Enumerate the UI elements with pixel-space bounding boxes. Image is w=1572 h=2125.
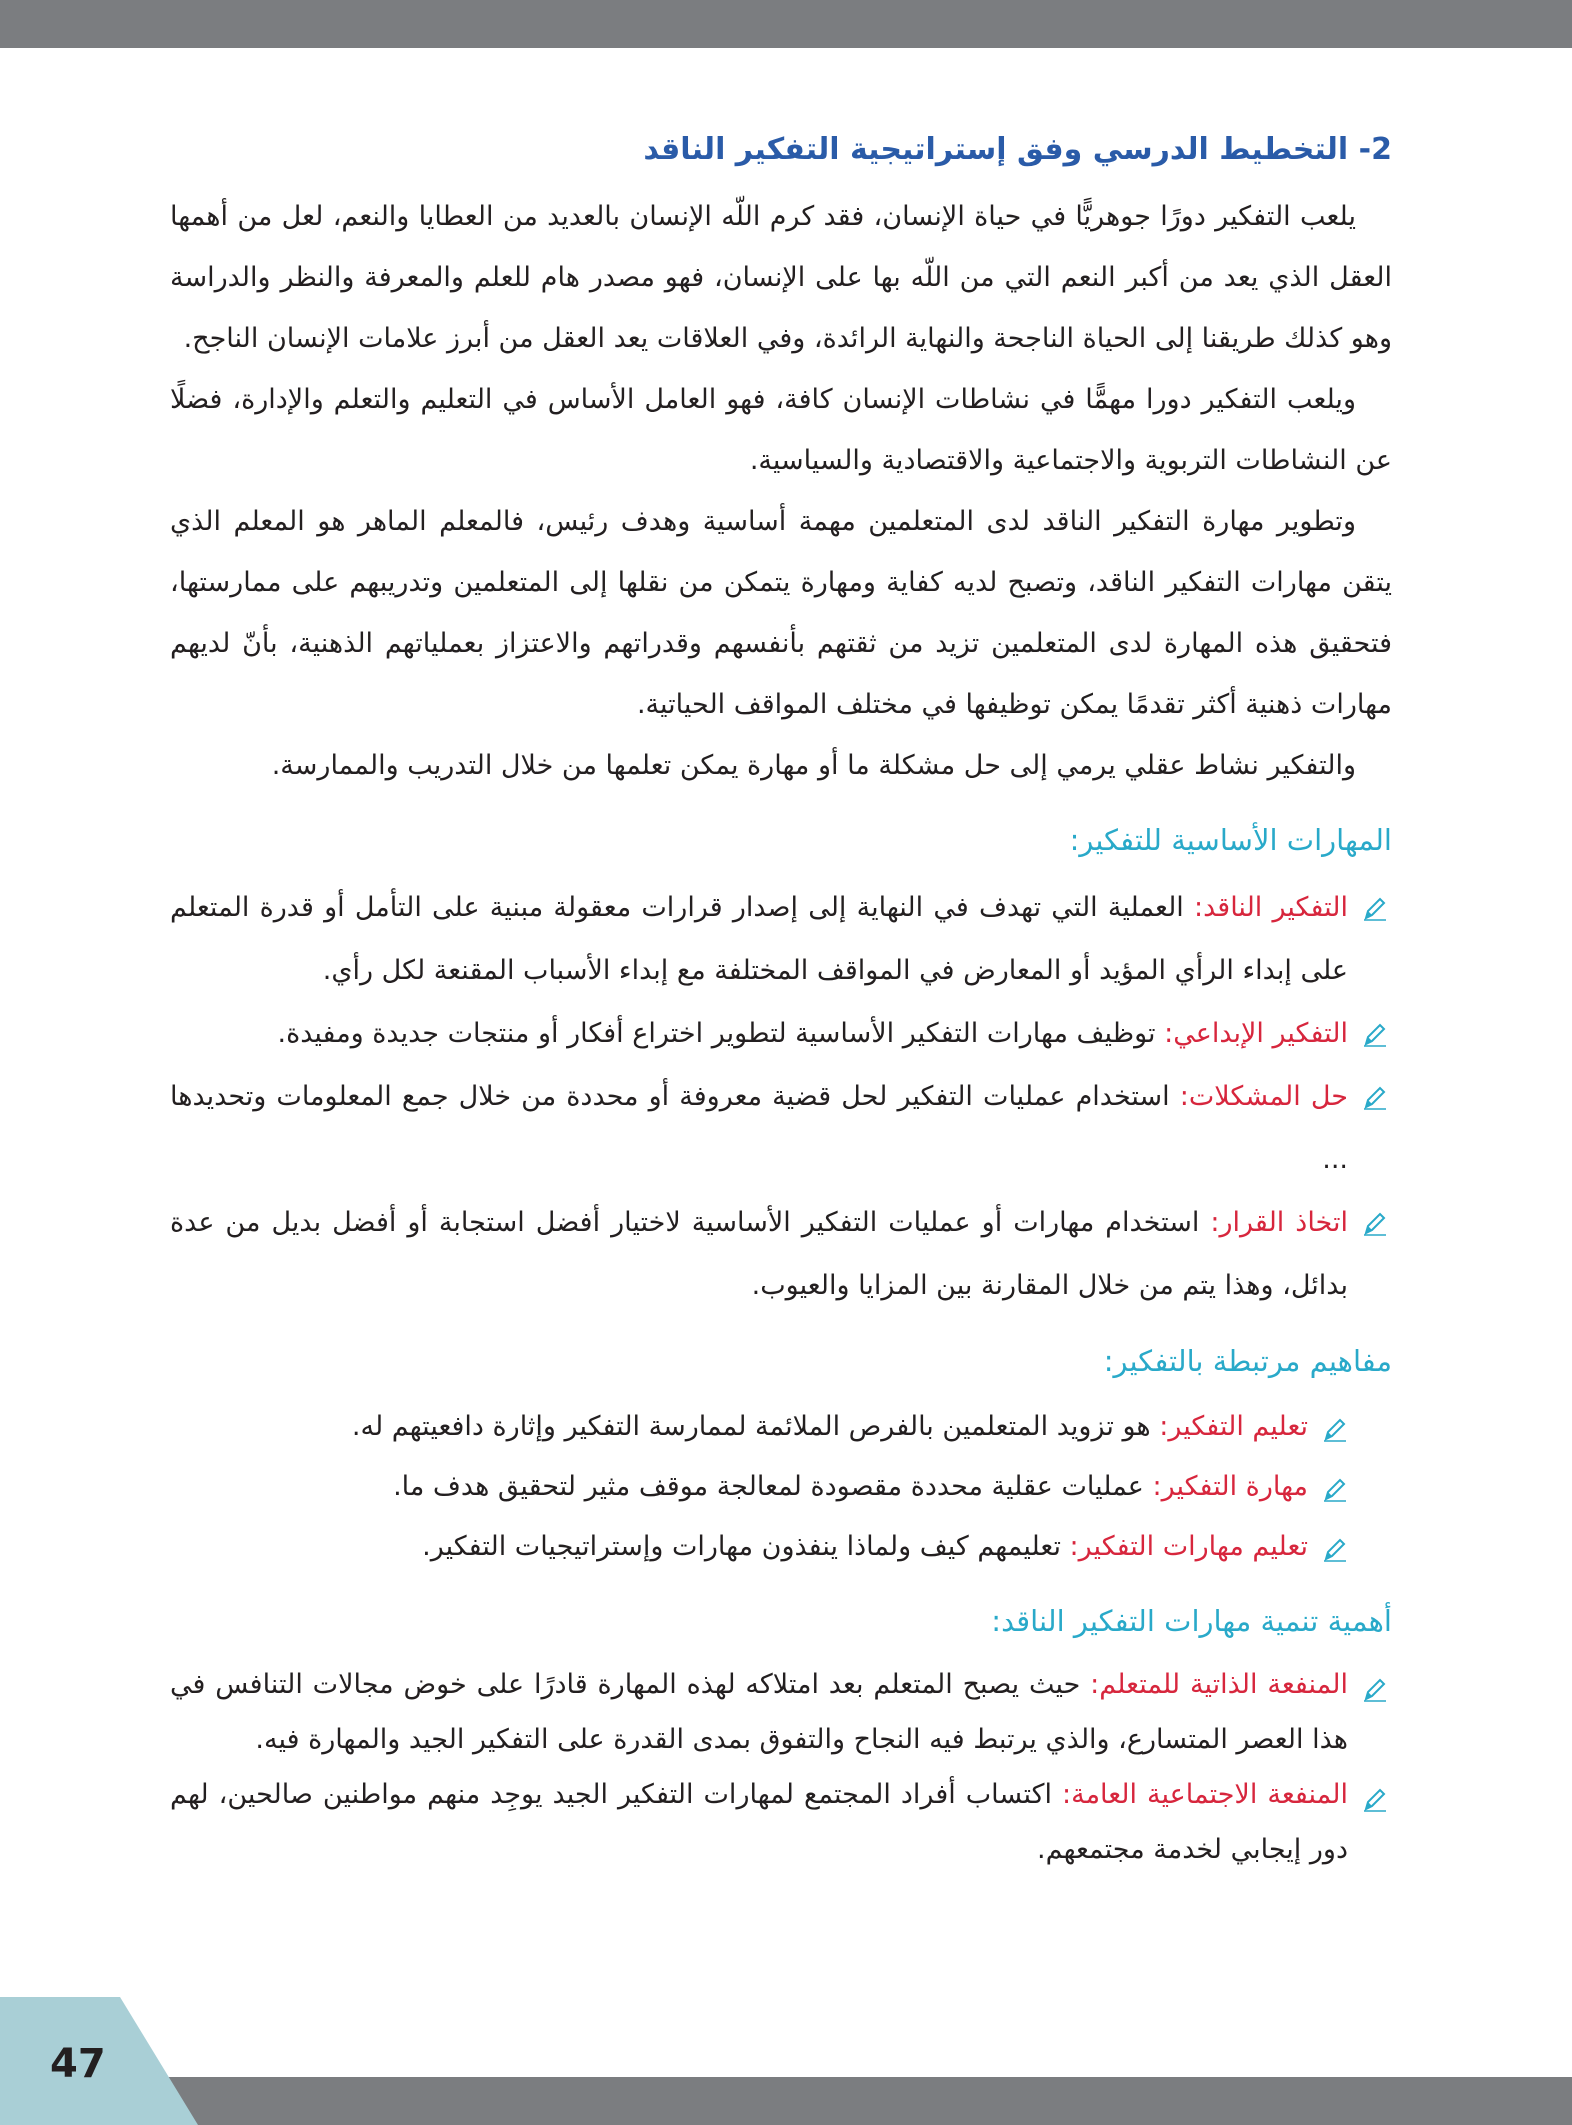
concepts-list — [170, 1397, 1352, 1577]
term-label: المنفعة الاجتماعية العامة: — [1062, 1779, 1348, 1810]
list-item — [170, 1657, 1392, 1767]
list-item — [170, 876, 1392, 1002]
list-item — [170, 1191, 1392, 1317]
heading-title: التخطيط الدرسي وفق إستراتيجية التفكير الناقد — [643, 132, 1349, 167]
list-item — [170, 1065, 1392, 1191]
page-number: 47 — [50, 2041, 106, 2087]
pencil-icon — [1362, 1673, 1388, 1703]
pencil-icon — [1322, 1413, 1348, 1443]
top-bar — [0, 0, 1572, 48]
term-label: حل المشكلات: — [1179, 1081, 1348, 1112]
list-item — [170, 1767, 1392, 1877]
term-text: العملية التي تهدف في النهاية إلى إصدار قرارات معقولة مبنية على التأمل أو قدرة المتعلم على إبداء الرأي المؤيد أو المعارض في المواقف المختلفة مع إبداء الأسباب المقنعة لكل رأي. — [170, 892, 1348, 986]
heading-number: 2- — [1358, 132, 1392, 167]
list-item — [170, 1517, 1352, 1577]
list-item — [170, 1002, 1392, 1065]
pencil-icon — [1322, 1533, 1348, 1563]
pencil-icon — [1362, 1018, 1388, 1048]
pencil-icon — [1362, 1783, 1388, 1813]
list-item — [170, 1457, 1352, 1517]
section-heading-main — [170, 128, 1392, 172]
paragraph-2: ويلعب التفكير دورا مهمًّا في نشاطات الإنسان كافة، فهو العامل الأساس في التعليم والتعلم والإدارة، فضلًا عن النشاطات التربوية والاجتماعية والاقتصادية والسياسية. — [170, 384, 1392, 476]
term-text: استخدام عمليات التفكير لحل قضية معروفة أو محددة من خلال جمع المعلومات وتحديدها ... — [170, 1081, 1348, 1175]
list-item — [170, 1397, 1352, 1457]
bottom-bar — [0, 2077, 1572, 2125]
pencil-icon — [1362, 1207, 1388, 1237]
importance-heading: أهمية تنمية مهارات التفكير الناقد: — [991, 1604, 1392, 1638]
term-label: تعليم التفكير: — [1159, 1411, 1308, 1442]
term-text: حيث يصبح المتعلم بعد امتلاكه لهذه المهارة قادرًا على خوض مجالات التنافس في هذا العصر المتسارع، والذي يرتبط فيه النجاح والتفوق بمدى القدرة على التفكير الجيد والمهارة فيه. — [170, 1669, 1348, 1755]
term-label: اتخاذ القرار: — [1210, 1207, 1348, 1238]
paragraph-1: يلعب التفكير دورًا جوهريًّا في حياة الإنسان، فقد كرم اللّه الإنسان بالعديد من العطايا والنعم، لعل من أهمها العقل الذي يعد من أكبر النعم التي من اللّه بها على الإنسان، فهو مصدر هام للعلم والمعرفة والنظر والدراسة وهو كذلك طريقنا إلى الحياة الناجحة والنهاية الرائدة، وفي العلاقات يعد العقل من أبرز علامات الإنسان الناجح. — [170, 201, 1392, 354]
basic-skills-list — [170, 876, 1392, 1317]
concepts-heading: مفاهيم مرتبطة بالتفكير: — [1103, 1344, 1392, 1378]
term-text: اكتساب أفراد المجتمع لمهارات التفكير الجيد يوجِد منهم مواطنين صالحين، لهم دور إيجابي لخدمة مجتمعهم. — [170, 1779, 1348, 1865]
pencil-icon — [1362, 892, 1388, 922]
term-label: التفكير الإبداعي: — [1164, 1018, 1348, 1049]
page-content — [170, 128, 1392, 1877]
term-text: عمليات عقلية محددة مقصودة لمعالجة موقف مثير لتحقيق هدف ما. — [393, 1471, 1153, 1502]
term-label: المنفعة الذاتية للمتعلم: — [1090, 1669, 1348, 1700]
pencil-icon — [1362, 1081, 1388, 1111]
term-text: توظيف مهارات التفكير الأساسية لتطوير اختراع أفكار أو منتجات جديدة ومفيدة. — [277, 1018, 1165, 1049]
term-label: تعليم مهارات التفكير: — [1069, 1531, 1308, 1562]
term-text: استخدام مهارات أو عمليات التفكير الأساسية لاختيار أفضل استجابة أو أفضل بديل من عدة بدائل، وهذا يتم من خلال المقارنة بين المزايا والعيوب. — [170, 1207, 1348, 1301]
importance-list — [170, 1657, 1392, 1877]
term-label: مهارة التفكير: — [1152, 1471, 1308, 1502]
term-text: تعليمهم كيف ولماذا ينفذون مهارات وإستراتيجيات التفكير. — [422, 1531, 1070, 1562]
paragraph-4: والتفكير نشاط عقلي يرمي إلى حل مشكلة ما أو مهارة يمكن تعلمها من خلال التدريب والممارسة. — [271, 750, 1356, 781]
term-text: هو تزويد المتعلمين بالفرص الملائمة لممارسة التفكير وإثارة دافعيتهم له. — [351, 1411, 1160, 1442]
paragraph-3: وتطوير مهارة التفكير الناقد لدى المتعلمين مهمة أساسية وهدف رئيس، فالمعلم الماهر هو المعلم الذي يتقن مهارات التفكير الناقد، وتصبح لديه كفاية ومهارة يتمكن من نقلها إلى المتعلمين وتدريبهم على ممارستها، فتحقيق هذه المهارة لدى المتعلمين تزيد من ثقتهم بأنفسهم وقدراتهم والاعتزاز بعملياتهم الذهنية، بأنّ لديهم مهارات ذهنية أكثر تقدمًا يمكن توظيفها في مختلف المواقف الحياتية. — [170, 506, 1392, 720]
term-label: التفكير الناقد: — [1194, 892, 1348, 923]
basic-skills-heading: المهارات الأساسية للتفكير: — [1069, 823, 1392, 857]
pencil-icon — [1322, 1473, 1348, 1503]
